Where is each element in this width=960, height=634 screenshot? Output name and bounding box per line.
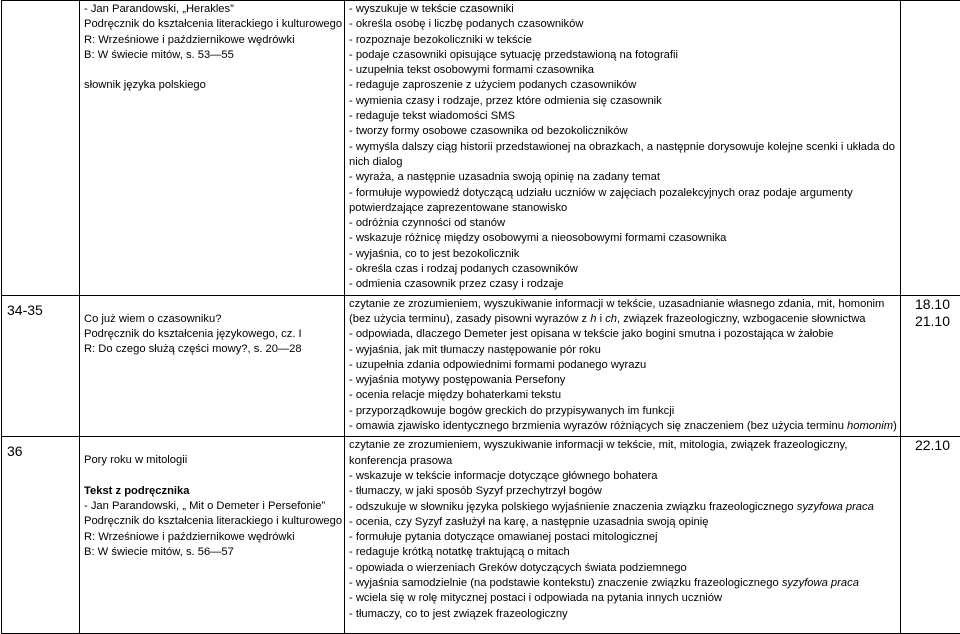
- objective-line: - redaguje tekst wiadomości SMS: [349, 109, 897, 124]
- materials-cell: [80, 1, 345, 296]
- curriculum-table: [1, 0, 960, 634]
- objectives-cell: [345, 295, 901, 437]
- objective-line: - wyjaśnia, co to jest bezokolicznik: [349, 247, 897, 262]
- objective-line: - tworzy formy osobowe czasownika od bezokoliczników: [349, 124, 897, 139]
- objective-line: - ocenia, czy Syzyf zasłużył na karę, a następnie uzasadnia swoją opinię: [349, 515, 897, 530]
- material-line: Podręcznik do kształcenia literackiego i kulturowego: [84, 17, 341, 32]
- objective-line: - redaguje krótką notatkę traktującą o mitach: [349, 545, 897, 560]
- objective-line: - wciela się w rolę mitycznej postaci i odpowiada na pytania innych uczniów: [349, 591, 897, 606]
- lesson-number-cell: 34-35: [2, 295, 80, 437]
- objective-line: - wyjaśnia motywy postępowania Persefony: [349, 373, 897, 388]
- objective-line: - redaguje zaproszenie z użyciem podanych czasowników: [349, 78, 897, 93]
- materials-cell: [80, 437, 345, 634]
- date-cell: [901, 295, 960, 437]
- objective-line: - uzupełnia zdania odpowiednimi formami podanego wyrazu: [349, 358, 897, 373]
- objective-line: - wyszukuje w tekście czasowniki: [349, 2, 897, 17]
- objective-line: - wyjaśnia, jak mit tłumaczy następowanie pór roku: [349, 343, 897, 358]
- objectives-cell: [345, 1, 901, 296]
- objective-line: - wyjaśnia samodzielnie (na podstawie kontekstu) znaczenie związku frazeologicznego syzyfowa praca: [349, 576, 897, 591]
- materials-cell: [80, 295, 345, 437]
- table-row: [2, 295, 960, 437]
- objective-line: - ocenia relacje między bohaterkami tekstu: [349, 388, 897, 403]
- date-value: 18.10: [901, 296, 960, 313]
- lesson-number-cell: [2, 1, 80, 296]
- objective-line: - odmienia czasownik przez czasy i rodzaje: [349, 277, 897, 292]
- material-line: - Jan Parandowski, „Herakles”: [84, 2, 341, 17]
- objective-line: - omawia zjawisko identycznego brzmienia wyrazów różniących się znaczeniem (bez użycia terminu homonim): [349, 419, 897, 434]
- material-line: słownik języka polskiego: [84, 78, 341, 93]
- objective-line: - tłumaczy, w jaki sposób Syzyf przechytrzył bogów: [349, 484, 897, 499]
- objectives-cell: [345, 437, 901, 634]
- objective-line: - wskazuje różnicę między osobowymi a nieosobowymi formami czasownika: [349, 231, 897, 246]
- table-row: [2, 437, 960, 634]
- objective-line: - opowiada o wierzeniach Greków dotyczących świata podziemnego: [349, 561, 897, 576]
- objective-line: czytanie ze zrozumieniem, wyszukiwanie informacji w tekście, uzasadnianie własnego zdania, mit, homonim (bez użycia terminu), zasady pisowni wyrazów z h i ch, związek frazeologiczny, wzbogacenie słownictwa: [349, 297, 897, 328]
- objective-line: - odpowiada, dlaczego Demeter jest opisana w tekście jako bogini smutna i pozostająca w żałobie: [349, 327, 897, 342]
- objective-line: - wskazuje w tekście informacje dotyczące głównego bohatera: [349, 469, 897, 484]
- material-line: Podręcznik do kształcenia literackiego i kulturowego: [84, 514, 341, 529]
- lesson-number-cell: 36: [2, 437, 80, 634]
- objective-line: - określa czas i rodzaj podanych czasowników: [349, 262, 897, 277]
- date-cell: [901, 1, 960, 296]
- objective-line: - wyraża, a następnie uzasadnia swoją opinię na zadany temat: [349, 170, 897, 185]
- material-line: R: Wrześniowe i październikowe wędrówki: [84, 33, 341, 48]
- objective-line: - wymienia czasy i rodzaje, przez które odmienia się czasownik: [349, 94, 897, 109]
- material-line: R: Do czego służą części mowy?, s. 20—28: [84, 342, 341, 357]
- date-value: 21.10: [901, 313, 960, 330]
- date-cell: 22.10: [901, 437, 960, 634]
- table-row: [2, 1, 960, 296]
- objective-line: - podaje czasowniki opisujące sytuację przedstawioną na fotografii: [349, 48, 897, 63]
- objective-line: czytanie ze zrozumieniem, wyszukiwanie informacji w tekście, mit, mitologia, związek frazeologiczny, konferencja prasowa: [349, 438, 897, 469]
- material-line: B: W świecie mitów, s. 53—55: [84, 48, 341, 63]
- objective-line: - odróżnia czynności od stanów: [349, 216, 897, 231]
- textbook-heading: Tekst z podręcznika: [84, 484, 341, 499]
- objective-line: - formułuje pytania dotyczące omawianej postaci mitologicznej: [349, 530, 897, 545]
- objective-line: - przyporządkowuje bogów greckich do przypisywanych im funkcji: [349, 404, 897, 419]
- material-line: - Jan Parandowski, „ Mit o Demeter i Persefonie”: [84, 499, 341, 514]
- objective-line: - wymyśla dalszy ciąg historii przedstawionej na obrazkach, a następnie dorysowuje kolejne scenki i układa do nich dialog: [349, 140, 897, 171]
- objective-line: - rozpoznaje bezokoliczniki w tekście: [349, 33, 897, 48]
- objective-line: - uzupełnia tekst osobowymi formami czasownika: [349, 63, 897, 78]
- lesson-title: Co już wiem o czasowniku?: [84, 312, 341, 327]
- material-line: R: Wrześniowe i październikowe wędrówki: [84, 530, 341, 545]
- objective-line: - formułuje wypowiedź dotyczącą udziału uczniów w zajęciach pozalekcyjnych oraz podaje argumenty potwierdzające zaprezentowane stanowisko: [349, 186, 897, 217]
- material-line: Podręcznik do kształcenia językowego, cz. I: [84, 327, 341, 342]
- objective-line: - określa osobę i liczbę podanych czasowników: [349, 17, 897, 32]
- lesson-title: Pory roku w mitologii: [84, 453, 341, 468]
- objective-line: - tłumaczy, co to jest związek frazeologiczny: [349, 607, 897, 622]
- material-line: B: W świecie mitów, s. 56—57: [84, 545, 341, 560]
- objective-line: - odszukuje w słowniku języka polskiego wyjaśnienie znaczenia związku frazeologicznego syzyfowa praca: [349, 500, 897, 515]
